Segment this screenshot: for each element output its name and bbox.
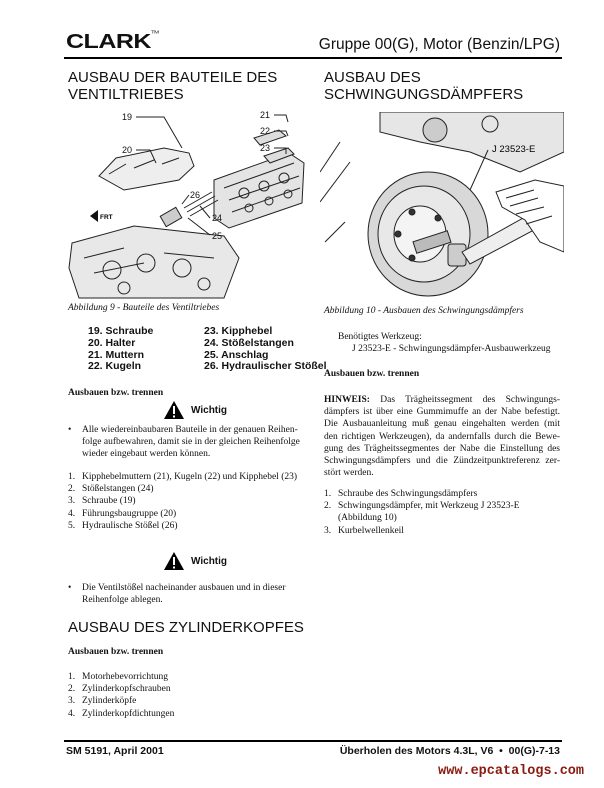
- callout-20: 20: [122, 145, 133, 155]
- tool-label: J 23523-E: [492, 144, 536, 155]
- warning-icon: [163, 400, 185, 420]
- callout-21: 21: [260, 110, 271, 120]
- figure-10-caption: Abbildung 10 - Ausbauen des Schwingungsdämpfers: [324, 306, 524, 316]
- list-item: 4. Zylinderkopfdichtungen: [68, 708, 175, 719]
- legend-row: 20. Halter 24. Stößelstangen: [88, 336, 294, 349]
- callout-24: 24: [212, 213, 223, 223]
- list-item: 1. Schraube des Schwingungsdämpfers: [324, 489, 478, 499]
- subheading-remove-2: Ausbauen bzw. trennen: [68, 647, 164, 657]
- list-item: 5. Hydraulische Stößel (26): [68, 520, 178, 531]
- callout-19: 19: [122, 112, 133, 122]
- callout-22: 22: [260, 126, 271, 136]
- page-header-title: Gruppe 00(G), Motor (Benzin/LPG): [318, 36, 560, 53]
- front-arrow-icon: [90, 210, 98, 222]
- list-item: 3. Schraube (19): [68, 496, 136, 507]
- section-heading-valvetrain: AUSBAU DER BAUTEILE DES VENTILTRIEBES: [68, 69, 278, 103]
- steps-list-1: [68, 471, 297, 532]
- section-heading-cylinder-head: AUSBAU DES ZYLINDERKOPFES: [68, 619, 304, 636]
- list-item: 3. Zylinderköpfe: [68, 696, 137, 707]
- steps-list-2: [68, 671, 174, 720]
- footer-page-ref: Überholen des Motors 4.3L, V6 • 00(G)-7-13: [339, 745, 560, 757]
- figure-9-legend: [88, 326, 327, 373]
- front-label: FRT: [100, 214, 113, 221]
- figure-9-caption: Abbildung 9 - Bauteile des Ventiltriebes: [68, 303, 220, 313]
- bullet-note-1: • Alle wiedereinbaubaren Bauteile in der genauen Reihen- folge aufbewahren, damit sie in der gleichen Reihenfolge wieder eingebaut werden können.: [68, 425, 300, 460]
- subheading-remove-damper: Ausbauen bzw. trennen: [324, 369, 420, 379]
- legend-row: 19. Schraube 23. Kipphebel: [88, 325, 273, 337]
- required-tool-block: Benötigtes Werkzeug: J 23523-E - Schwingungsdämpfer-Ausbauwerkzeug: [338, 332, 551, 355]
- footer-rule: [64, 740, 562, 742]
- legend-row: 22. Kugeln 26. Hydraulischer Stößel: [88, 360, 327, 373]
- damper-steps-list: [324, 488, 520, 537]
- list-item: 1. Motorhebevorrichtung: [68, 672, 169, 682]
- list-item: 2. Stößelstangen (24): [68, 484, 154, 495]
- footer-manual-id: SM 5191, April 2001: [66, 745, 164, 757]
- watermark-url: www.epcatalogs.com: [438, 764, 584, 779]
- damper-removal-figure: [320, 112, 564, 298]
- legend-row: 21. Muttern 25. Anschlag: [88, 348, 269, 361]
- list-item: 1. Kipphebelmuttern (21), Kugeln (22) und Kipphebel (23): [68, 472, 298, 482]
- list-item: 2. Zylinderkopfschrauben: [68, 684, 171, 695]
- valvetrain-figure: [64, 108, 310, 300]
- warning-notice-1: Wichtig: [163, 400, 227, 420]
- callout-23: 23: [260, 143, 271, 153]
- callout-26: 26: [190, 190, 201, 200]
- list-item: (Abbildung 10): [338, 513, 397, 524]
- list-item: 4. Führungsbaugruppe (20): [68, 508, 177, 519]
- list-item: 3. Kurbelwellenkeil: [324, 525, 404, 536]
- clark-logo: CLARK™: [66, 30, 159, 53]
- bullet-note-2: • Die Ventilstößel nacheinander ausbauen und in dieser Reihenfolge ablegen.: [68, 583, 286, 606]
- warning-icon: [163, 551, 185, 571]
- damper-note: HINWEIS: Das Trägheitssegment des Schwingungs- dämpfers ist über eine Gummimuffe an der Nabe befestigt. Die Ausbauanleitung muß genau eingehalten werden (mit den richtigen Werkzeugen), da andernfalls durch die Bewe- gung des Trägheitssegmentes der Nabe die Einstellung des Schwingungsdämpfers und die Zündzeitpunktreferenz zer- stört werden.: [324, 395, 561, 479]
- warning-notice-2: Wichtig: [163, 551, 227, 571]
- list-item: 2. Schwingungsdämpfer, mit Werkzeug J 23523-E: [324, 501, 520, 512]
- header-rule: [64, 57, 562, 59]
- section-heading-damper: AUSBAU DES SCHWINGUNGSDÄMPFERS: [324, 69, 524, 103]
- subheading-remove-1: Ausbauen bzw. trennen: [68, 388, 164, 398]
- callout-25: 25: [212, 231, 223, 241]
